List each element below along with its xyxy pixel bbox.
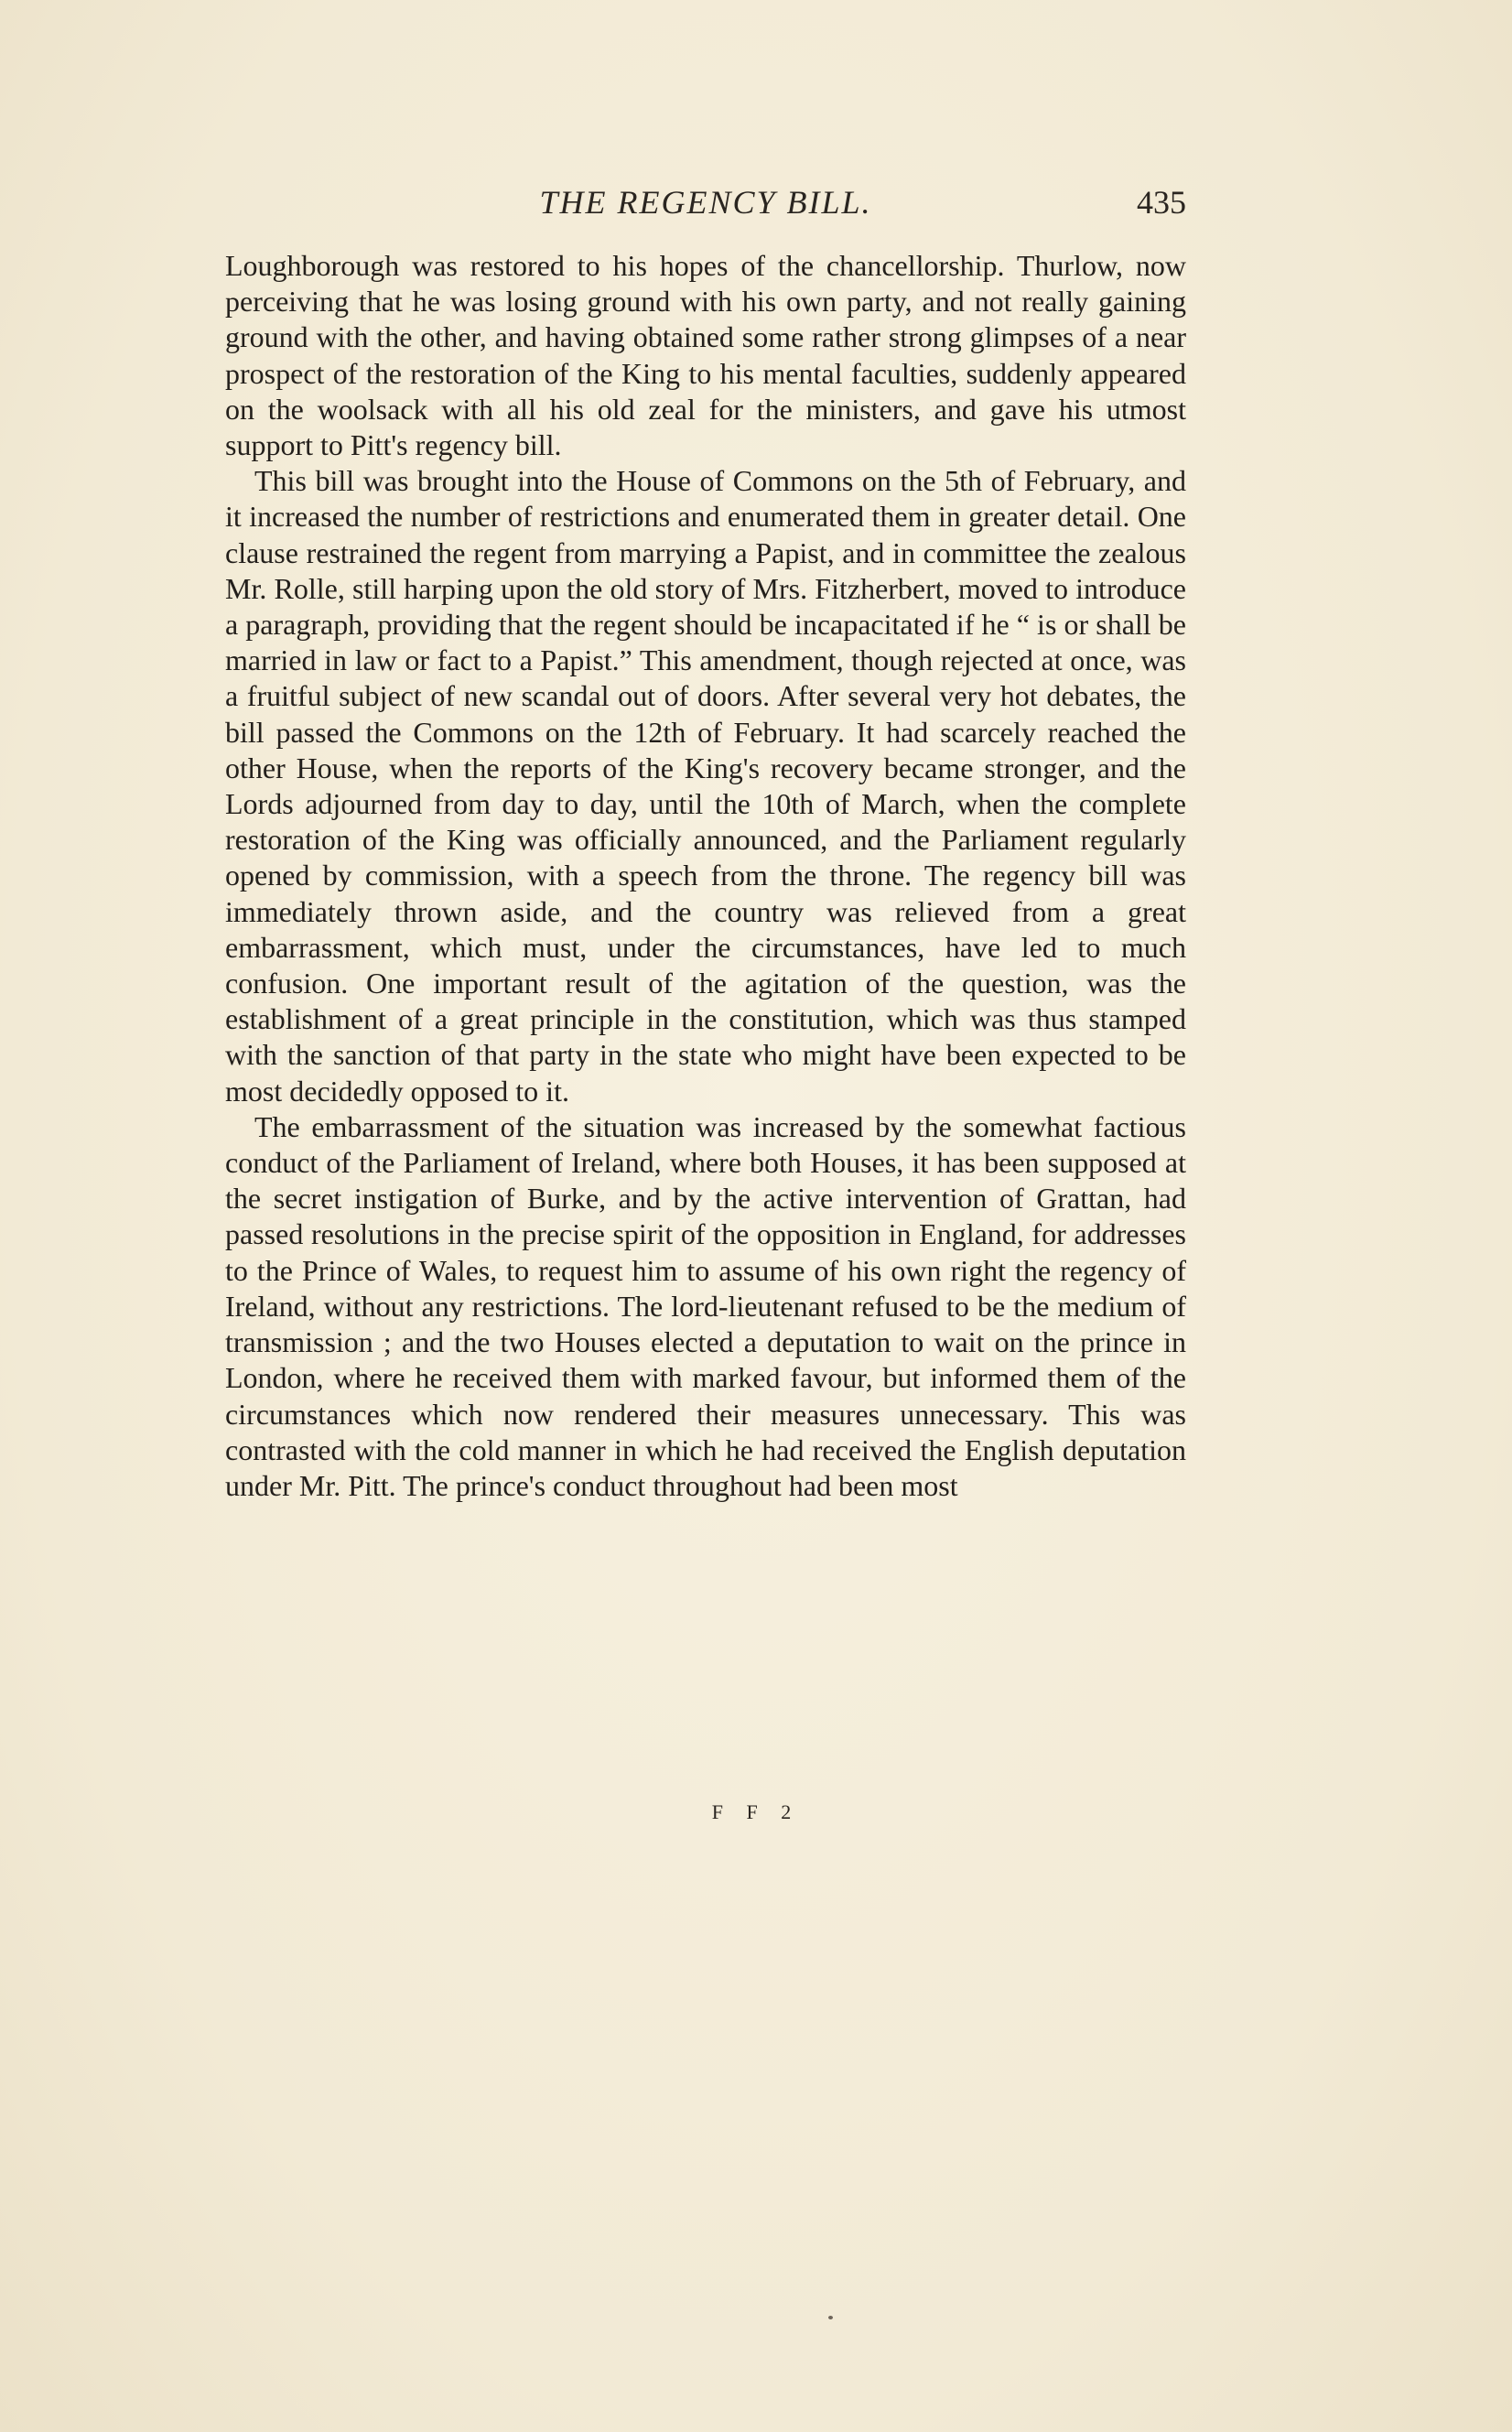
body-text [225,248,1186,1504]
page-header [225,183,1186,238]
page-number: 435 [1137,184,1186,221]
running-title: THE REGENCY BILL. [539,184,872,221]
signature-mark: F F 2 [711,1800,801,1823]
paragraph-1: Loughborough was restored to his hopes of the chancellorship. Thurlow, now perceiving that he was losing ground with his own party, and not really gaining ground with the other, and having obtained some rather strong glimpses of a near prospect of the restoration of the King to his mental faculties, suddenly appeared on the woolsack with all his old zeal for the ministers, and gave his utmost support to Pitt's regency bill. [225,249,1186,462]
paper-speck [828,2316,833,2319]
paragraph-2: This bill was brought into the House of Commons on the 5th of February, and it increased the number of restrictions and enumerated them in greater detail. One clause restrained the regent from marrying a Papist, and in committee the zealous Mr. Rolle, still harping upon the old story of Mrs. Fitzherbert, moved to introduce a paragraph, providing that the regent should be incapacitated if he “ is or shall be married in law or fact to a Papist.” This amendment, though rejected at once, was a fruitful subject of new scandal out of doors. After several very hot debates, the bill passed the Commons on the 12th of February. It had scarcely reached the other House, when the reports of the King's recovery became stronger, and the Lords adjourned from day to day, until the 10th of March, when the complete restoration of the King was officially announced, and the Parliament regularly opened by commission, with a speech from the throne. The regency bill was immediately thrown aside, and the country was relieved from a great embarrassment, which must, under the circumstances, have led to much confusion. One important result of the agitation of the question, was the establishment of a great principle in the constitution, which was thus stamped with the sanction of that party in the state who might have been expected to be most decidedly opposed to it. [225,464,1186,1108]
paragraph-3: The embarrassment of the situation was increased by the somewhat factious conduct of the Parliament of Ireland, where both Houses, it has been supposed at the secret instigation of Burke, and by the active intervention of Grattan, had passed resolutions in the precise spirit of the opposition in England, for addresses to the Prince of Wales, to request him to assume of his own right the regency of Ireland, without any restrictions. The lord-lieutenant refused to be the medium of transmission ; and the two Houses elected a deputation to wait on the prince in London, where he received them with marked favour, but informed them of the circumstances which now rendered their measures unnecessary. This was contrasted with the cold manner in which he had received the English deputation under Mr. Pitt. The prince's conduct throughout had been most [225,1109,1186,1502]
